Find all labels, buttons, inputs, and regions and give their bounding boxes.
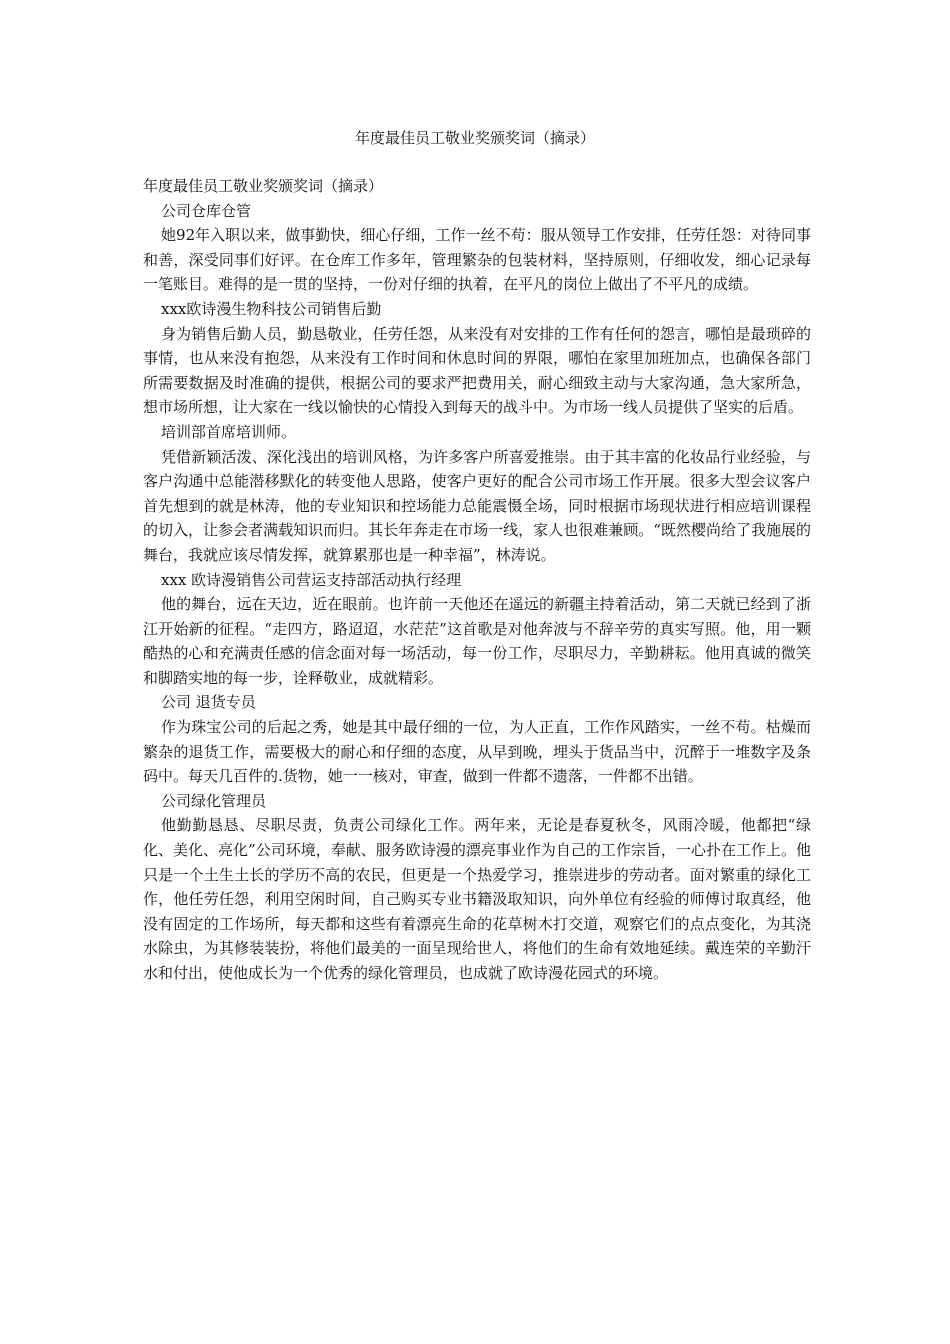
section-body-sales-logistics: 身为销售后勤人员，勤恳敬业，任劳任怨，从来没有对安排的工作有任何的怨言，哪怕是最琐碎的事情，也从来没有抱怨，从来没有工作时间和休息时间的界限，哪怕在家里加班加点，也确保各部门所需要数据及时准确的提供，根据公司的要求严把费用关，耐心细致主动与大家沟通，急大家所急，想市场所想，让大家在一线以愉快的心情投入到每天的战斗中。为市场一线人员提供了坚实的后盾。 (143, 324, 811, 417)
section-body-returns-specialist: 作为珠宝公司的后起之秀，她是其中最仔细的一位，为人正直，工作作风踏实，一丝不苟。枯燥而繁杂的退货工作，需要极大的耐心和仔细的态度，从早到晚，埋头于货品当中，沉醉于一堆数字及条码中。每天几百件的.货物，她一一核对，审查，做到一件都不遗落，一件都不出错。 (143, 718, 811, 786)
document-body (143, 174, 811, 986)
section-body-chief-trainer: 凭借新颖活泼、深化浅出的培训风格，为许多客户所喜爱推崇。由于其丰富的化妆品行业经验，与客户沟通中总能潜移默化的转变他人思路，使客户更好的配合公司市场工作开展。很多大型会议客户首先想到的就是林涛，他的专业知识和控场能力总能震慑全场，同时根据市场现状进行相应培训课程的切入，让参会者满载知识而归。其长年奔走在市场一线，家人也很难兼顾。“既然樱尚给了我施展的舞台，我就应该尽情发挥，就算累那也是一种幸福”，林涛说。 (143, 447, 811, 564)
section-heading-sales-logistics: xxx欧诗漫生物科技公司销售后勤 (161, 299, 382, 318)
section-heading-greening-manager: 公司绿化管理员 (161, 791, 267, 810)
section-body-warehouse: 她92年入职以来，做事勤快，细心仔细，工作一丝不苟：服从领导工作安排，任劳任怨：对待同事和善，深受同事们好评。在仓库工作多年，管理繁杂的包装材料，坚持原则，仔细收发，细心记录每一笔账目。难得的是一贯的坚持，一份对仔细的执着，在平凡的岗位上做出了不平凡的成绩。 (143, 226, 811, 294)
section-heading-returns-specialist: 公司 退货专员 (161, 693, 256, 712)
document-subtitle: 年度最佳员工敬业奖颁奖词（摘录） (143, 177, 384, 195)
section-body-greening-manager: 他勤勤恳恳、尽职尽责，负责公司绿化工作。两年来，无论是春夏秋冬，风雨冷暖，他都把“绿化、美化、亮化”公司环境，奉献、服务欧诗漫的漂亮事业作为自己的工作宗旨，一心扑在工作上。他只是一个土生土长的学历不高的农民，但更是一个热爱学习，推崇进步的劳动者。面对繁重的绿化工作，他任劳任怨，利用空闲时间，自己购买专业书籍汲取知识，向外单位有经验的师傅讨取真经，他没有固定的工作场所，每天都和这些有着漂亮生命的花草树木打交道，观察它们的点点变化，为其浇水除虫，为其修装装扮，将他们最美的一面呈现给世人，将他们的生命有效地延续。戴连荣的辛勤汗水和付出，使他成长为一个优秀的绿化管理员，也成就了欧诗漫花园式的环境。 (143, 816, 811, 982)
section-heading-chief-trainer: 培训部首席培训师。 (161, 422, 297, 441)
section-body-event-manager: 他的舞台，远在天边，近在眼前。也许前一天他还在遥远的新疆主持着活动，第二天就已经到了浙江开始新的征程。“走四方，路迢迢，水茫茫”这首歌是对他奔波与不辞辛劳的真实写照。他，用一颗酷热的心和充满责任感的信念面对每一场活动，每一份工作，尽职尽力，辛勤耕耘。他用真诚的微笑和脚踏实地的每一步，诠释敬业，成就精彩。 (143, 595, 811, 687)
section-heading-warehouse: 公司仓库仓管 (161, 201, 252, 220)
document-title: 年度最佳员工敬业奖颁奖词（摘录） (354, 129, 595, 147)
section-heading-event-manager: xxx 欧诗漫销售公司营运支持部活动执行经理 (161, 570, 462, 589)
